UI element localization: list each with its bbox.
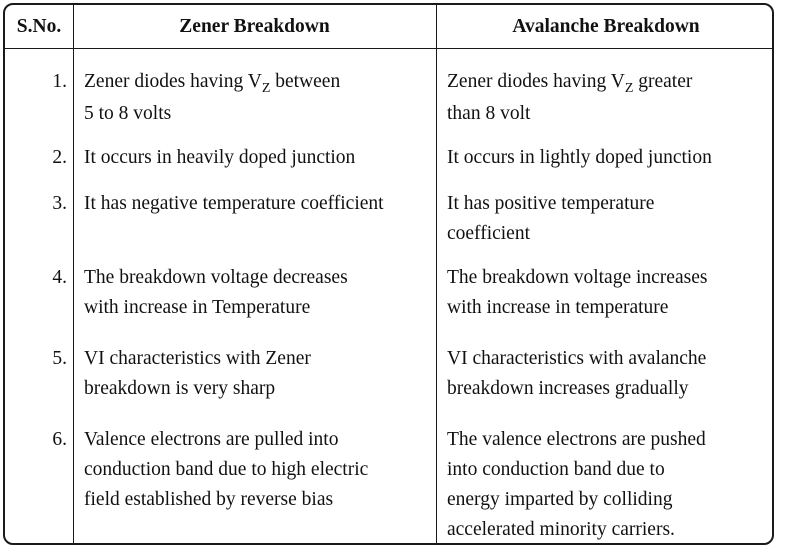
row-number: 3.	[52, 193, 67, 214]
avalanche-cell	[447, 189, 654, 249]
zener-line: with increase in Temperature	[84, 297, 311, 318]
zener-cell	[84, 67, 340, 129]
avalanche-line: with increase in temperature	[447, 297, 669, 318]
zener-cell	[84, 189, 384, 219]
zener-line: conduction band due to high electric	[84, 459, 369, 480]
avalanche-line: It has positive temperature	[447, 193, 655, 214]
zener-line	[84, 67, 340, 99]
avalanche-line: into conduction band due to	[447, 459, 665, 480]
zener-cell	[84, 263, 348, 323]
avalanche-line: It occurs in lightly doped junction	[447, 147, 712, 168]
zener-line: It has negative temperature coefficient	[84, 193, 384, 214]
avalanche-cell	[447, 344, 706, 404]
avalanche-line: accelerated minority carriers.	[447, 519, 675, 540]
zener-text: Zener diodes having V	[84, 71, 262, 92]
row-number: 4.	[52, 267, 67, 288]
avalanche-cell	[447, 67, 692, 129]
avalanche-text: greater	[633, 71, 693, 92]
row-number: 1.	[52, 71, 67, 92]
header-divider	[5, 48, 772, 49]
row-number: 5.	[52, 348, 67, 369]
avalanche-line: than 8 volt	[447, 103, 531, 124]
zener-cell	[84, 425, 368, 515]
header-avalanche-breakdown: Avalanche Breakdown	[512, 16, 700, 37]
avalanche-line: energy imparted by colliding	[447, 489, 673, 510]
vz-subscript: Z	[624, 81, 634, 96]
avalanche-cell	[447, 263, 707, 323]
zener-text: between	[270, 71, 341, 92]
zener-line: It occurs in heavily doped junction	[84, 147, 356, 168]
zener-cell	[84, 143, 355, 173]
column-divider-sno	[73, 5, 74, 543]
avalanche-line: The valence electrons are pushed	[447, 429, 706, 450]
zener-line: VI characteristics with Zener	[84, 348, 311, 369]
zener-line: breakdown is very sharp	[84, 378, 276, 399]
avalanche-line: breakdown increases gradually	[447, 378, 689, 399]
avalanche-line: The breakdown voltage increases	[447, 267, 708, 288]
zener-line: 5 to 8 volts	[84, 103, 172, 124]
avalanche-line: coefficient	[447, 223, 531, 244]
vz-subscript: Z	[261, 81, 271, 96]
zener-line: Valence electrons are pulled into	[84, 429, 339, 450]
avalanche-line	[447, 67, 692, 99]
comparison-table	[3, 3, 774, 545]
header-zener-breakdown: Zener Breakdown	[179, 16, 330, 37]
row-number: 2.	[52, 147, 67, 168]
avalanche-line: VI characteristics with avalanche	[447, 348, 707, 369]
header-sno: S.No.	[16, 16, 62, 37]
zener-cell	[84, 344, 311, 404]
avalanche-cell	[447, 425, 706, 545]
avalanche-cell	[447, 143, 712, 173]
column-divider-zener	[436, 5, 437, 543]
avalanche-text: Zener diodes having V	[447, 71, 625, 92]
row-number: 6.	[52, 429, 67, 450]
zener-line: field established by reverse bias	[84, 489, 334, 510]
zener-line: The breakdown voltage decreases	[84, 267, 348, 288]
